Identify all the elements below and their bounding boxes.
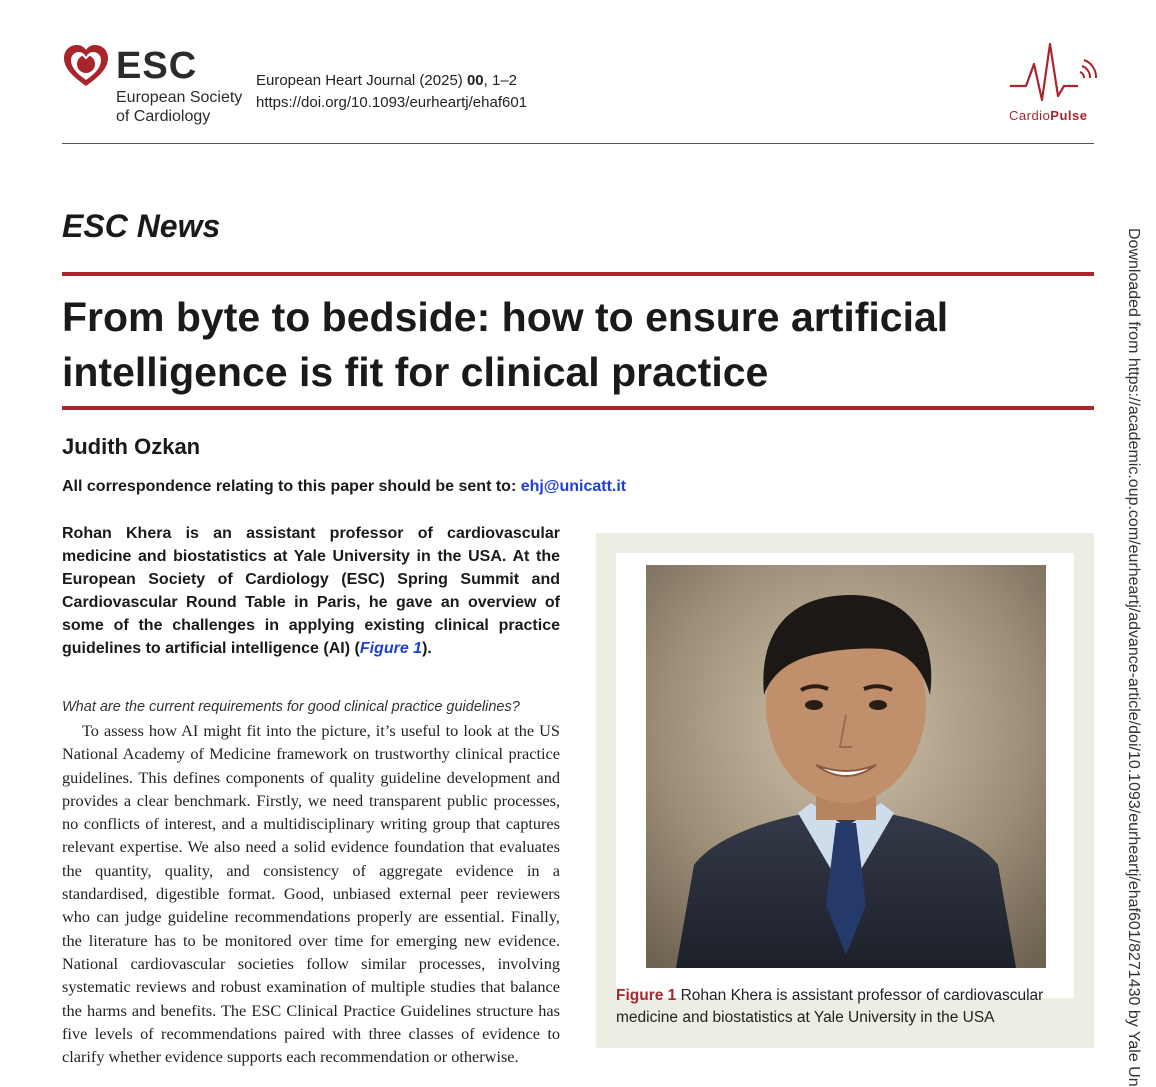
correspondence-label: All correspondence relating to this paper should be sent to: [62,478,521,495]
pulse-wave-icon [1004,40,1099,106]
figure-1-link[interactable]: Figure 1 [359,640,423,657]
title-rule-top [62,272,1094,276]
header-divider [62,143,1094,144]
figure-label: Figure 1 [616,987,677,1004]
journal-volume: 00 [466,72,484,89]
figure-caption [616,985,1078,1029]
subheading-question: What are the current requirements for good clinical practice guidelines? [62,699,520,715]
correspondence-line [62,478,626,496]
figure-caption-text: Rohan Khera is assistant professor of cardiovascular medicine and biostatistics at Yale University in the USA [616,987,1044,1026]
title-rule-bottom [62,406,1094,410]
lead-text: Rohan Khera is an assistant professor of cardiovascular medicine and biostatistics at Yale University in the USA. At the European Society of Cardiology (ESC) Spring Summit and Cardiovascular Round Table in Paris, he gave an overview of some of the challenges in applying existing clinical practice guidelines to artificial intelligence (AI) ( [62,525,560,657]
article-title: From byte to bedside: how to ensure artificial intelligence is fit for clinical practice [62,294,949,395]
figure-1 [596,533,1094,1048]
lead-end: ). [422,640,432,657]
doi-link[interactable]: https://doi.org/10.1093/eurheartj/ehaf601 [256,94,528,111]
cardiopulse-logo [1004,40,1099,130]
figure-photo-frame [616,553,1074,998]
download-watermark: Downloaded from https://academic.oup.com/eurheartj/advance-article/doi/10.1093/eurheartj/ehaf601/8271430 by Yale Un [1125,228,1142,1087]
esc-logo-text: ESC [116,45,198,87]
section-label: ESC News [62,208,221,244]
correspondence-email-link[interactable]: ehj@unicatt.it [520,478,627,495]
cardiopulse-label: CardioPulse [1009,108,1088,123]
esc-logo-sub2: of Cardiology [116,108,211,125]
portrait-photo [646,565,1046,968]
author-name: Judith Ozkan [62,434,201,459]
esc-logo [62,42,252,132]
journal-citation [256,70,527,114]
body-paragraph: To assess how AI might fit into the picture, it’s useful to look at the US National Academy of Medicine framework on trustworthy clinical practice guidelines. This defines components of quality guideline development and provides a clear benchmark. Firstly, we need transparent public processes, no conflicts of interest, and a multidisciplinary writing group that captures relevant expertise. We also need a solid evidence foundation that evaluates the quantity, quality, and consistency of aggregate evidence in a standardised, digestible format. Good, unbiased external peer reviewers who can judge guideline recommendations properly are essential. Finally, the literature has to be monitored over time for emerging new evidence. National cardiovascular societies follow similar processes, involving systematic reviews and robust examination of multiple studies that balance the harms and benefits. The ESC Clinical Practice Guidelines structure has five levels of recommendations paired with three classes of evidence to clarify whether evidence supports each recommendation or otherwise. [62,721,560,1067]
lead-paragraph [62,522,560,660]
esc-heart-icon [62,42,110,90]
journal-pages: , 1–2 [483,72,518,89]
journal-name: European Heart Journal (2025) [256,72,467,89]
esc-logo-sub1: European Society [116,89,243,106]
